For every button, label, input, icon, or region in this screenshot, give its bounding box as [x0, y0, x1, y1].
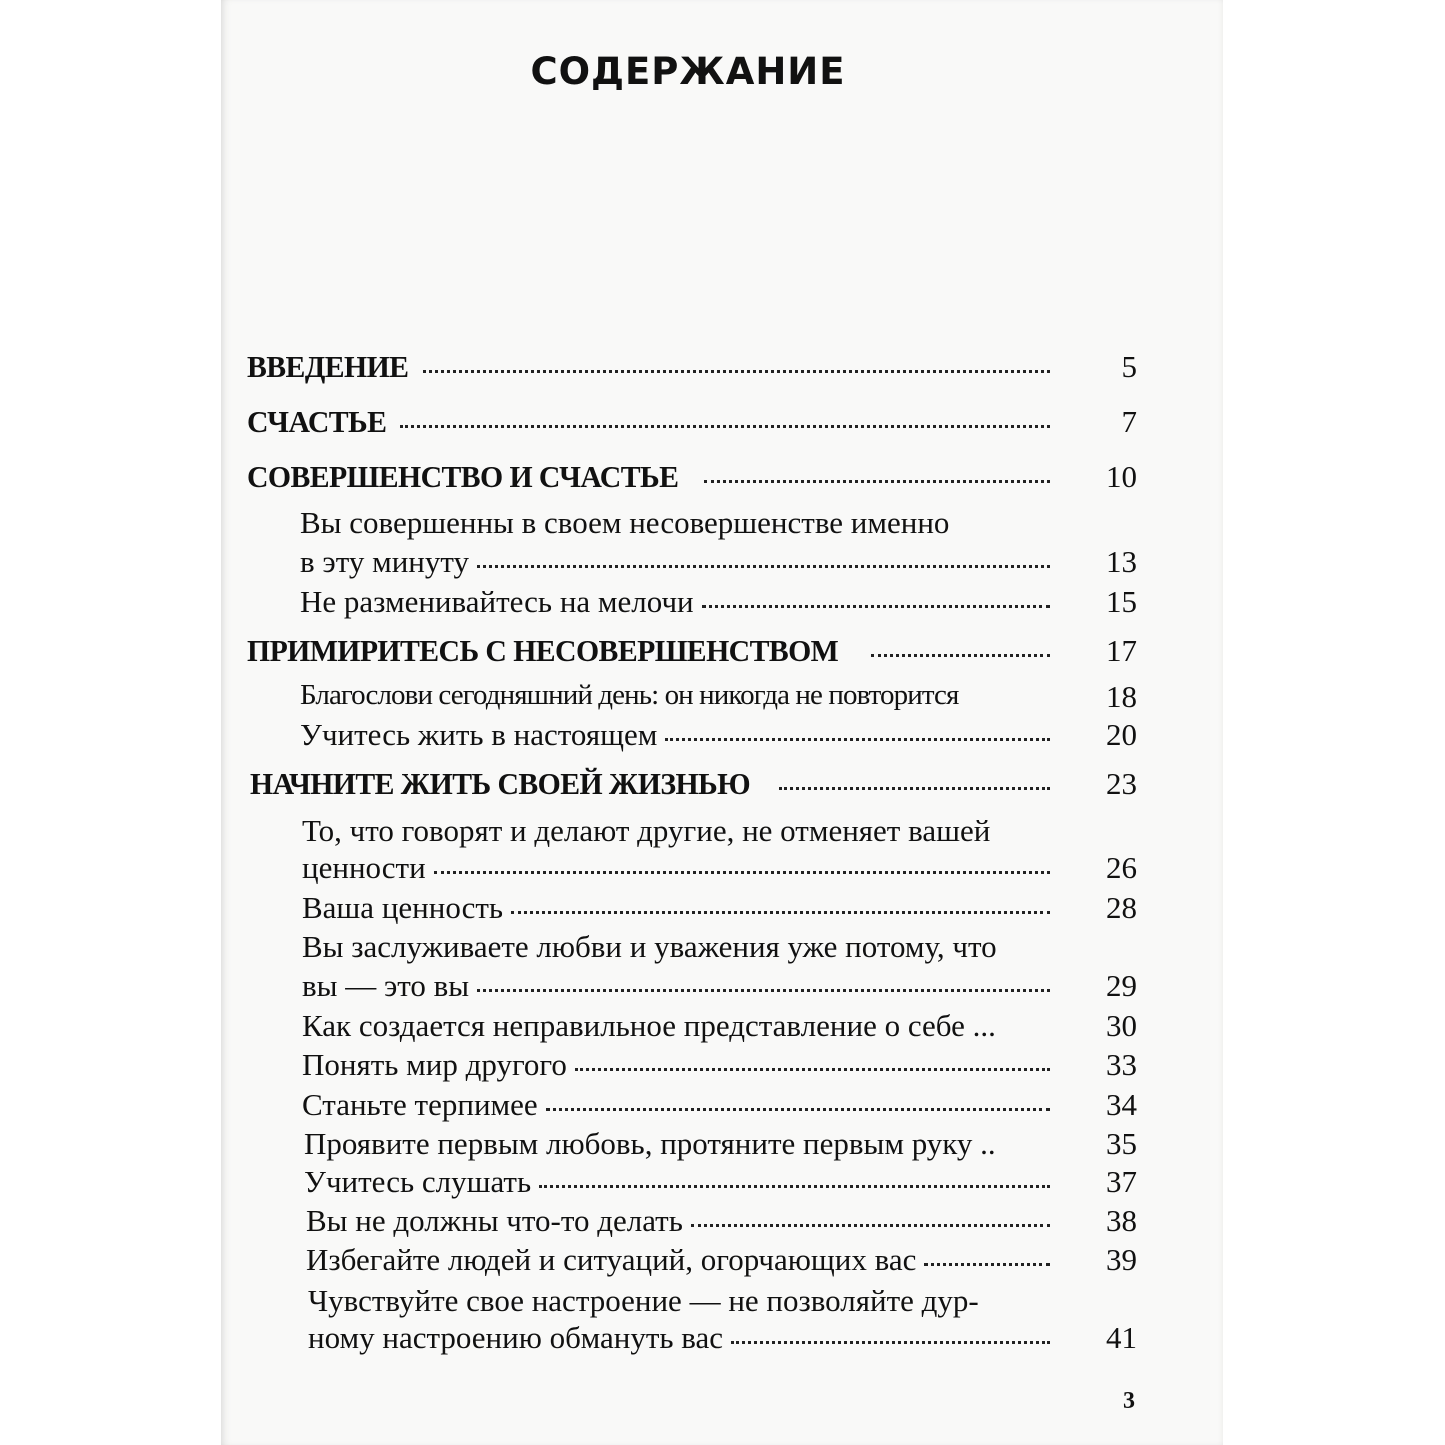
toc-entry-text: Ваша ценность — [302, 890, 504, 925]
toc-entry-subsection — [302, 968, 1050, 1004]
toc-entry-text: Избегайте людей и ситуаций, огорчающих вас — [306, 1242, 917, 1277]
dot-leader — [511, 911, 1050, 914]
toc-entry-text: НАЧНИТЕ ЖИТЬ СВОЕЙ ЖИЗНЬЮ — [250, 766, 751, 801]
dot-leader — [400, 425, 1050, 428]
dot-leader — [924, 1263, 1050, 1266]
toc-entry-text-line1: Вы заслуживаете любви и уважения уже потому, что — [302, 929, 997, 964]
toc-entry-text: вы — это вы — [302, 968, 470, 1003]
dot-leader — [731, 1341, 1050, 1344]
toc-entry-subsection — [302, 890, 1050, 926]
toc-page-number: 15 — [1106, 584, 1137, 619]
toc-entry-text: Не размен​ивайтесь на мелочи — [300, 584, 694, 619]
dot-leader — [665, 738, 1050, 741]
toc-entry-subsection — [304, 1164, 1050, 1200]
toc-entry-text: СЧАСТЬЕ — [247, 404, 387, 439]
toc-entry-subsection — [302, 1087, 1050, 1123]
dot-leader — [539, 1185, 1050, 1188]
toc-page-number: 10 — [1106, 459, 1137, 494]
toc-page-number: 18 — [1106, 679, 1137, 714]
toc-entry-text: Понять мир другого — [302, 1047, 567, 1082]
toc-entry-subsection — [300, 717, 1050, 753]
toc-page-number: 38 — [1106, 1203, 1137, 1238]
dot-leader — [702, 605, 1050, 608]
toc-entry-subsection — [300, 584, 1050, 620]
toc-entry-subsection — [308, 1320, 1050, 1356]
toc-entry-subsection — [306, 1242, 1050, 1278]
toc-entry-text: Учитесь жить в настоящем — [300, 717, 658, 752]
toc-page-number: 17 — [1106, 633, 1137, 668]
toc-entry-text: Станьте терпимее — [302, 1087, 538, 1122]
toc-page-number: 23 — [1106, 766, 1137, 801]
toc-entry-text: Благослови сегодняшний день: он никогда не повторится — [300, 679, 959, 711]
dot-leader — [477, 989, 1050, 992]
toc-entry-text: ному настроению обмануть вас — [308, 1320, 724, 1355]
toc-entry-subsection — [302, 1047, 1050, 1083]
toc-page-number: 28 — [1106, 890, 1137, 925]
toc-entry-subsection — [302, 850, 1050, 886]
book-page — [221, 0, 1223, 1445]
toc-page-number: 37 — [1106, 1164, 1137, 1199]
toc-page-number: 7 — [1121, 404, 1137, 439]
toc-entry-subsection — [300, 544, 1050, 580]
toc-entry-text: ПРИМИРИТЕСЬ С НЕСОВЕРШЕНСТВОМ — [247, 633, 839, 668]
dot-leader — [546, 1108, 1050, 1111]
toc-entry-chapter — [247, 633, 1050, 669]
page-folio-number: 3 — [1123, 1388, 1135, 1414]
toc-entry-text: в эту минуту — [300, 544, 470, 579]
dot-leader — [575, 1068, 1050, 1071]
toc-entry-text: СОВЕРШЕНСТВО И СЧАСТЬЕ — [247, 459, 679, 494]
dot-leader — [779, 787, 1050, 790]
toc-page-number: 13 — [1106, 544, 1137, 579]
toc-page-number: 26 — [1106, 850, 1137, 885]
toc-entry-chapter — [247, 349, 1050, 385]
dot-leader — [871, 654, 1050, 657]
toc-page-number: 39 — [1106, 1242, 1137, 1277]
toc-page-number: 5 — [1121, 349, 1137, 384]
toc-entry-chapter — [250, 766, 1050, 802]
toc-page-number: 30 — [1106, 1008, 1137, 1043]
toc-page-number: 33 — [1106, 1047, 1137, 1082]
toc-page-number: 41 — [1106, 1320, 1137, 1355]
page-title: СОДЕРЖАНИЕ — [530, 50, 846, 93]
toc-entry-text: ВВЕДЕНИЕ — [247, 349, 409, 384]
toc-page-number: 35 — [1106, 1126, 1137, 1161]
toc-entry-text: Как создается неправильное представление о себе ... — [302, 1008, 996, 1043]
toc-entry-text-line1: То, что говорят и делают другие, не отменяет вашей — [302, 813, 991, 848]
toc-entry-chapter — [247, 404, 1050, 440]
toc-entry-subsection — [306, 1203, 1050, 1239]
toc-entry-text: ценности — [302, 850, 426, 885]
dot-leader — [423, 370, 1050, 373]
dot-leader — [434, 871, 1050, 874]
dot-leader — [691, 1224, 1050, 1227]
toc-entry-text: Вы не должны что-то делать — [306, 1203, 683, 1238]
toc-page-number: 34 — [1106, 1087, 1137, 1122]
toc-entry-text-line1: Чувствуйте свое настроение — не позволяйте дур- — [308, 1283, 979, 1318]
toc-entry-text-line1: Вы совершенны в своем несовершенстве именно — [300, 505, 950, 540]
toc-page-number: 20 — [1106, 717, 1137, 752]
dot-leader — [704, 480, 1050, 483]
toc-entry-text: Учитесь слушать — [304, 1164, 532, 1199]
toc-entry-text: Проявите первым любовь, протяните первым руку .. — [304, 1126, 996, 1161]
toc-page-number: 29 — [1106, 968, 1137, 1003]
toc-entry-chapter — [247, 459, 1050, 495]
dot-leader — [477, 565, 1050, 568]
